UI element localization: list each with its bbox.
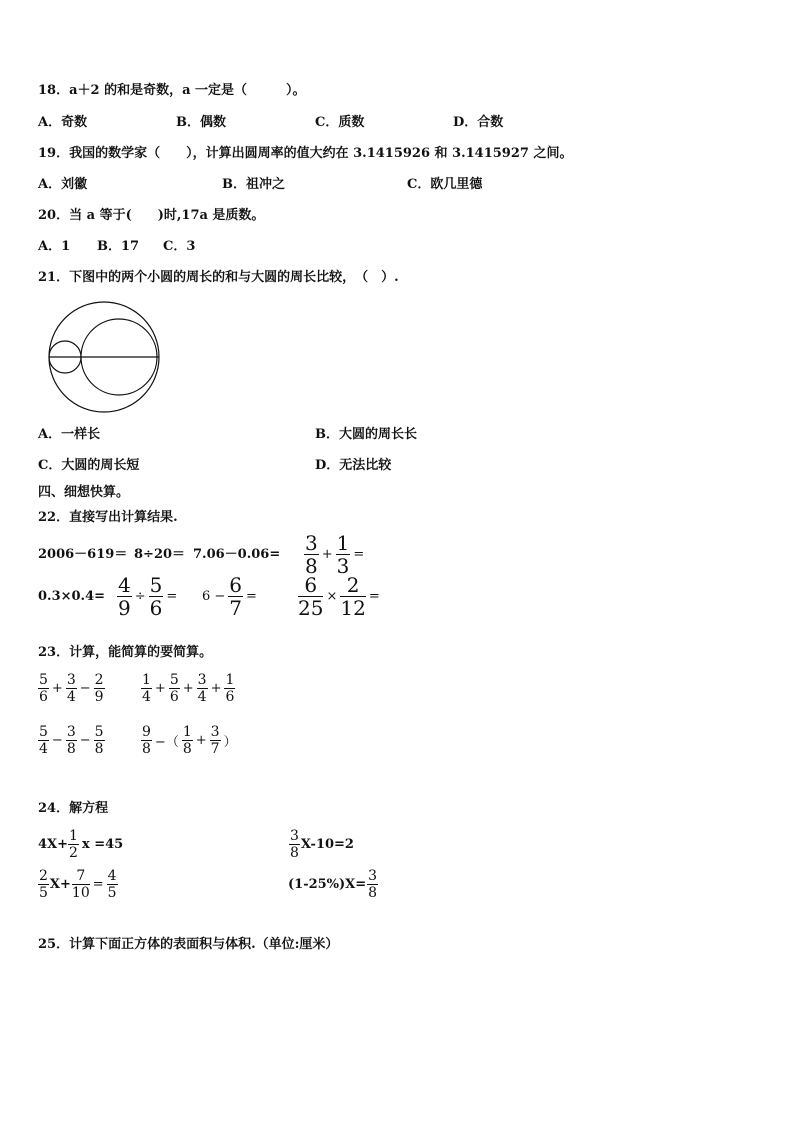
q18-option-a: A．奇数	[38, 115, 88, 130]
fraction: $\frac{3}{8}$	[290, 828, 299, 861]
fraction: $\frac{4}{9}$	[118, 573, 131, 620]
q18-option-c: C．质数	[315, 115, 365, 130]
q18-option-b: B．偶数	[176, 115, 226, 130]
fraction: $\frac{3}{8}$	[66, 724, 76, 757]
q22-expr-2: 8÷20＝	[134, 547, 186, 562]
fraction: $\frac{3}{4}$	[66, 672, 76, 705]
q18-stem: 18．a＋2 的和是奇数，a 一定是（ ）。	[38, 83, 306, 98]
fraction: $\frac{4}{5}$	[107, 868, 117, 901]
fraction: $\frac{6}{25}$	[298, 573, 324, 620]
q22-expr-1: 2006－619＝	[38, 547, 128, 562]
q22-expr-8: $\frac{6}{25}$ × $\frac{2}{12}$ =	[298, 573, 380, 620]
q21-stem: 21．下图中的两个小圆的周长的和与大圆的周长比较， （ ）.	[38, 270, 399, 285]
q23-expr-4: $\frac{9}{8}$ −（ $\frac{1}{8}$ + $\frac{3}{7}$ ）	[142, 724, 237, 757]
fraction: $\frac{3}{8}$	[368, 868, 378, 901]
q20-option-b: B．17	[97, 239, 140, 254]
q24-equation-1: 4X+ $\frac{1}{2}$ x =45	[38, 828, 124, 861]
q22-expr-5: 0.3×0.4=	[38, 589, 106, 604]
q20-stem: 20．当 a 等于( )时,17a 是质数。	[38, 208, 265, 223]
fraction: $\frac{3}{8}$	[305, 531, 318, 578]
q24-equation-4: (1-25%)X= $\frac{3}{8}$	[288, 868, 378, 901]
q23-expr-1: $\frac{5}{6}$ + $\frac{3}{4}$ − $\frac{2}{9}$	[39, 672, 104, 705]
q21-option-a: A．一样长	[38, 427, 101, 442]
fraction: $\frac{2}{12}$	[340, 573, 366, 620]
fraction: $\frac{2}{9}$	[94, 672, 104, 705]
q24-equation-3: $\frac{2}{5}$ X+ $\frac{7}{10}$ = $\frac{4}{5}$	[39, 868, 117, 901]
fraction: $\frac{7}{10}$	[71, 868, 90, 901]
q22-stem: 22．直接写出计算结果.	[38, 510, 178, 525]
q23-expr-3: $\frac{5}{4}$ − $\frac{3}{8}$ − $\frac{5}{8}$	[39, 724, 104, 757]
q21-option-c: C．大圆的周长短	[38, 458, 140, 473]
q21-option-b: B．大圆的周长长	[315, 427, 417, 442]
q22-expr-3: 7.06－0.06=	[193, 547, 281, 562]
q19-option-a: A．刘徽	[38, 177, 88, 192]
fraction: $\frac{9}{8}$	[142, 724, 151, 757]
q24-stem: 24．解方程	[38, 801, 109, 816]
fraction: $\frac{2}{5}$	[39, 868, 48, 901]
q23-expr-2: $\frac{1}{4}$ + $\frac{5}{6}$ + $\frac{3}{4}$ + $\frac{1}{6}$	[142, 672, 235, 705]
circles-figure	[44, 300, 170, 414]
fraction: $\frac{5}{6}$	[169, 672, 179, 705]
q19-option-b: B．祖冲之	[222, 177, 285, 192]
fraction: $\frac{3}{4}$	[197, 672, 207, 705]
fraction: $\frac{5}{8}$	[94, 724, 104, 757]
q22-expr-7: 6 − $\frac{6}{7}$ =	[202, 573, 257, 620]
fraction: $\frac{3}{7}$	[210, 724, 220, 757]
q19-option-c: C．欧几里德	[407, 177, 483, 192]
fraction: $\frac{5}{4}$	[39, 724, 48, 757]
q22-expr-6: $\frac{4}{9}$ ÷ $\frac{5}{6}$ =	[118, 573, 178, 620]
fraction: $\frac{5}{6}$	[149, 573, 163, 620]
q24-equation-2: $\frac{3}{8}$ X-10=2	[290, 828, 354, 861]
fraction: $\frac{5}{6}$	[39, 672, 48, 705]
fraction: $\frac{1}{4}$	[142, 672, 151, 705]
q25-stem: 25．计算下面正方体的表面积与体积.（单位:厘米）	[38, 937, 339, 952]
q18-option-d: D．合数	[453, 115, 504, 130]
fraction: $\frac{1}{8}$	[182, 724, 192, 757]
fraction: $\frac{1}{2}$	[69, 828, 78, 861]
fraction: $\frac{6}{7}$	[229, 573, 243, 620]
q22-expr-4: $\frac{3}{8}$ + $\frac{1}{3}$ =	[305, 531, 365, 578]
fraction: $\frac{1}{3}$	[336, 531, 350, 578]
q20-option-c: C．3	[163, 239, 196, 254]
fraction: $\frac{1}{6}$	[225, 672, 235, 705]
q23-stem: 23．计算，能简算的要简算。	[38, 645, 213, 660]
q19-stem: 19．我国的数学家（ ），计算出圆周率的值大约在 3.1415926 和 3.1415927 之间。	[38, 146, 573, 161]
q21-option-d: D．无法比较	[315, 458, 392, 473]
q20-option-a: A．1	[38, 239, 71, 254]
section-4-heading: 四、细想快算。	[38, 485, 130, 500]
